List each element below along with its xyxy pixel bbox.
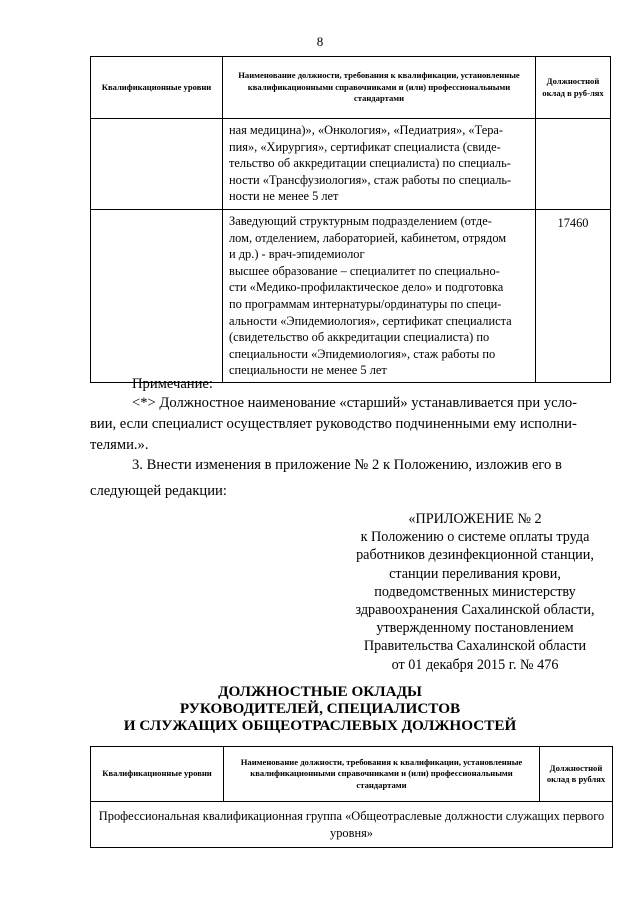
description-line: ности не менее 5 лет xyxy=(229,189,339,204)
professional-group-row: Профессиональная квалификационная группа «Общеотраслевые должности служащих первого уровня» xyxy=(91,802,613,848)
qualification-level-cell xyxy=(91,119,223,210)
table-header-row xyxy=(91,57,611,119)
description-line: альности «Эпидемиология», сертификат специалиста xyxy=(229,313,512,328)
description-line: сти «Медико-профилактическое дело» и подготовка xyxy=(229,280,504,295)
table-row xyxy=(91,210,611,383)
description-line: тельство об аккредитации специалиста) по специаль- xyxy=(229,156,511,171)
title-line: И СЛУЖАЩИХ ОБЩЕОТРАСЛЕВЫХ ДОЛЖНОСТЕЙ xyxy=(123,717,517,734)
header-qualification-levels: Квалификационные уровни xyxy=(91,747,224,802)
description-line: высшее образование – специалитет по специально- xyxy=(229,263,500,278)
appendix-line: от 01 декабря 2015 г. № 476 xyxy=(391,656,559,673)
appendix-line: подведомственных министерству xyxy=(374,583,576,600)
appendix-line: работников дезинфекционной станции, xyxy=(356,547,594,564)
qualification-level-cell xyxy=(91,210,223,383)
header-qualification-levels: Квалификационные уровни xyxy=(91,57,223,119)
description-line: ная медицина)», «Онкология», «Педиатрия», «Тера- xyxy=(229,123,504,137)
note-line: телями.». xyxy=(90,437,149,453)
position-description-cell xyxy=(223,119,536,210)
appendix-line: станции переливания крови, xyxy=(389,565,561,582)
salary-table xyxy=(90,746,613,848)
position-description-cell xyxy=(223,210,536,383)
description-line: (свидетельство об аккредитации специалиста) по xyxy=(229,330,490,345)
note-line: вии, если специалист осуществляет руководство подчиненными ему исполни- xyxy=(90,416,577,432)
item-3-paragraph-cont: следующей редакции: xyxy=(90,483,227,499)
appendix-header xyxy=(320,510,630,674)
header-position-requirements: Наименование должности, требования к квалификации, установленные квалификационными справочниками и (или) профессиональными стандартами xyxy=(223,57,536,119)
description-line: пия», «Хирургия», сертификат специалиста (свиде- xyxy=(229,139,501,154)
appendix-line: Правительства Сахалинской области xyxy=(363,638,587,655)
salary-cell: 17460 xyxy=(536,210,611,383)
description-line: по программам интернатуры/ординатуры по специ- xyxy=(229,296,502,311)
description-line: лом, отделением, лабораторией, кабинетом, отрядом xyxy=(229,230,507,245)
description-line: специальности «Эпидемиология», стаж работы по xyxy=(229,346,496,361)
document-title xyxy=(0,683,640,734)
title-line: РУКОВОДИТЕЛЕЙ, СПЕЦИАЛИСТОВ xyxy=(179,700,461,717)
table-row xyxy=(91,802,613,848)
header-salary: Должностной оклад в рублях xyxy=(540,747,613,802)
page-number: 8 xyxy=(316,34,324,49)
description-line: специальности не менее 5 лет xyxy=(229,363,387,378)
appendix-line: здравоохранения Сахалинской области, xyxy=(355,602,595,619)
header-position-requirements: Наименование должности, требования к квалификации, установленные квалификационными справочниками и (или) профессиональными стандартами xyxy=(224,747,540,802)
header-salary: Должностной оклад в руб-лях xyxy=(536,57,611,119)
appendix-line: утвержденному постановлением xyxy=(376,620,574,637)
description-line: Заведующий структурным подразделением (отде- xyxy=(229,214,492,228)
appendix-line: к Положению о системе оплаты труда xyxy=(360,529,590,546)
note-line: <*> Должностное наименование «старший» устанавливается при усло- xyxy=(132,395,578,411)
salary-cell xyxy=(536,119,611,210)
table-row xyxy=(91,119,611,210)
salary-table-continued xyxy=(90,56,611,383)
table-header-row xyxy=(91,747,613,802)
appendix-line: «ПРИЛОЖЕНИЕ № 2 xyxy=(408,511,542,527)
description-line: ности «Трансфузиология», стаж работы по специаль- xyxy=(229,172,512,187)
title-line: ДОЛЖНОСТНЫЕ ОКЛАДЫ xyxy=(218,683,422,700)
description-line: и др.) - врач-эпидемиолог xyxy=(229,247,365,262)
item-3-paragraph: 3. Внести изменения в приложение № 2 к Положению, изложив его в xyxy=(132,457,562,473)
note-title: Примечание: xyxy=(132,376,213,392)
